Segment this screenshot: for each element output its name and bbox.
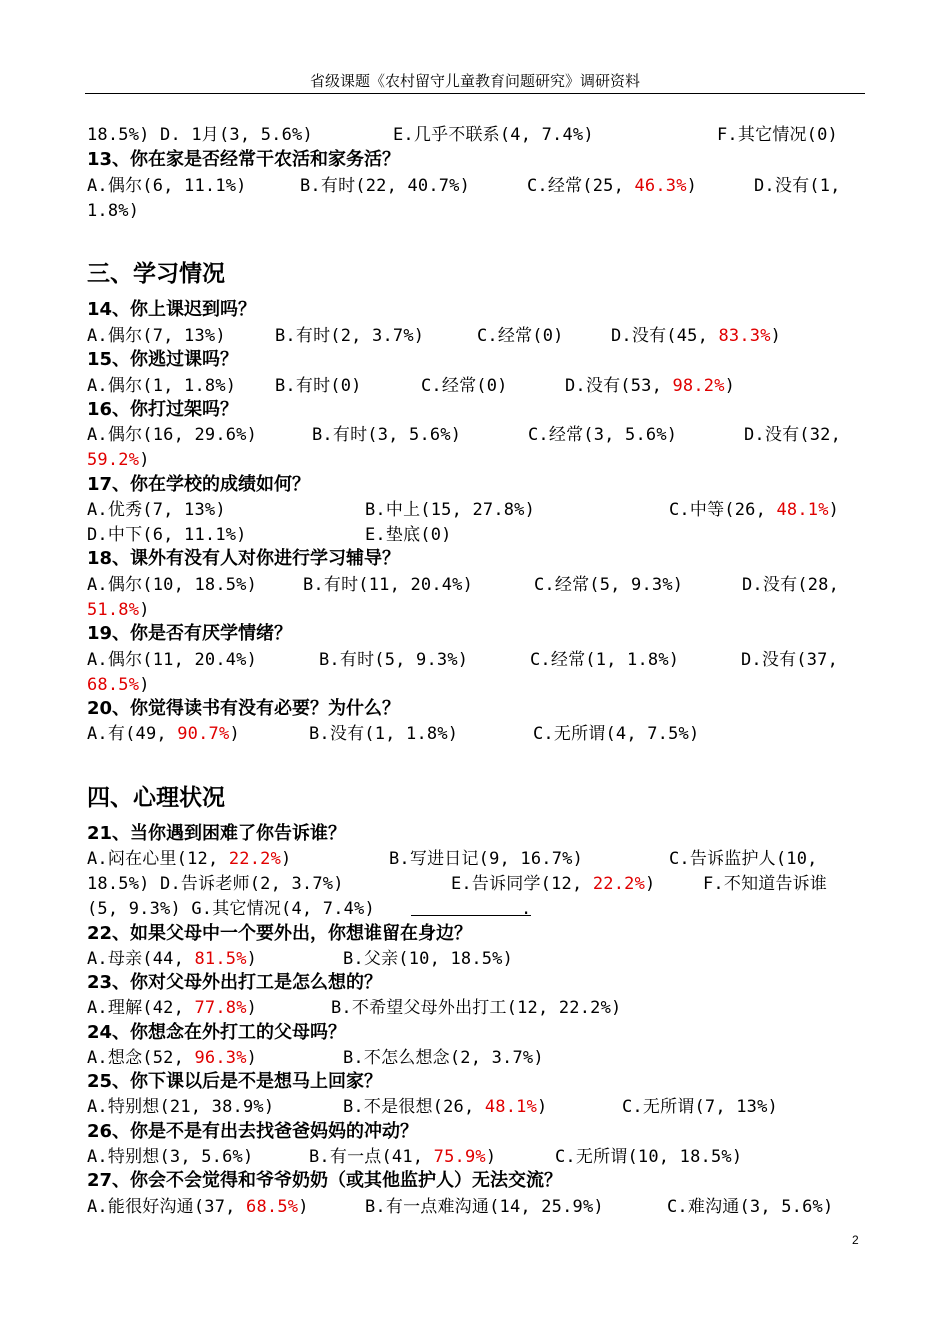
question-23: 23、你对父母外出打工是怎么想的？ xyxy=(87,972,383,993)
highlight-percent: 51.8% xyxy=(87,600,140,620)
answer-option: B.没有(1, 1.8%) xyxy=(309,724,459,744)
question-15: 15、你逃过课吗？ xyxy=(87,349,239,370)
question-26: 26、你是不是有出去找爸爸妈妈的冲动？ xyxy=(87,1121,419,1142)
answer-line xyxy=(87,897,862,921)
answer-line xyxy=(87,722,862,746)
answer-option: D.没有(28, xyxy=(742,575,840,595)
highlight-percent: 68.5% xyxy=(246,1197,299,1217)
answer-option: A.能很好沟通(37, 68.5%) xyxy=(87,1197,309,1217)
question-16: 16、你打过架吗？ xyxy=(87,399,239,420)
answer-option: A.偶尔(11, 20.4%) xyxy=(87,650,258,670)
question-22: 22、如果父母中一个要外出，你想谁留在身边？ xyxy=(87,923,473,944)
question-13: 13、你在家是否经常干农活和家务活？ xyxy=(87,149,401,170)
answer-option: A.偶尔(1, 1.8%) xyxy=(87,376,237,396)
answer-option: C.无所谓(7, 13%) xyxy=(622,1097,778,1117)
page-number: 2 xyxy=(852,1233,859,1247)
answer-line xyxy=(87,947,862,971)
answer-option: 18.5%) D. 1月(3, 5.6%) xyxy=(87,125,313,145)
answer-line xyxy=(87,423,862,447)
answer-option: B.不是很想(26, 48.1%) xyxy=(343,1097,548,1117)
answer-option: 18.5%) D.告诉老师(2, 3.7%) xyxy=(87,874,344,894)
answer-option: B.父亲(10, 18.5%) xyxy=(343,949,514,969)
answer-line xyxy=(87,996,862,1020)
answer-option: B.中上(15, 27.8%) xyxy=(365,500,536,520)
answer-option: C.告诉监护人(10, xyxy=(669,849,818,869)
answer-option: D.中下(6, 11.1%) xyxy=(87,525,247,545)
answer-option: B.有一点难沟通(14, 25.9%) xyxy=(365,1197,604,1217)
answer-option: B.有时(11, 20.4%) xyxy=(303,575,474,595)
highlight-percent: 59.2% xyxy=(87,450,140,470)
section-heading-psychology: 四、心理状况 xyxy=(87,785,225,811)
answer-option: A.理解(42, 77.8%) xyxy=(87,998,258,1018)
answer-option: C.经常(25, 46.3%) xyxy=(527,176,698,196)
question-21: 21、当你遇到困难了你告诉谁？ xyxy=(87,823,347,844)
answer-option: A.偶尔(6, 11.1%) xyxy=(87,176,247,196)
fill-in-blank xyxy=(411,897,531,923)
highlight-percent: 22.2% xyxy=(228,849,282,869)
question-20: 20、你觉得读书有没有必要？为什么？ xyxy=(87,698,401,719)
highlight-percent: 81.5% xyxy=(194,949,247,969)
answer-line: 1.8%) xyxy=(87,201,140,221)
answer-option: B.有时(2, 3.7%) xyxy=(275,326,425,346)
answer-option: A.特别想(3, 5.6%) xyxy=(87,1147,254,1167)
answer-option: D.没有(1, xyxy=(754,176,841,196)
highlight-percent: 77.8% xyxy=(194,998,247,1018)
page-header-title: 省级课题《农村留守儿童教育问题研究》调研资料 xyxy=(309,72,640,90)
answer-line xyxy=(87,174,862,198)
answer-option: B.不希望父母外出打工(12, 22.2%) xyxy=(331,998,622,1018)
answer-option: A.偶尔(7, 13%) xyxy=(87,326,226,346)
answer-line xyxy=(87,374,862,398)
answer-line: 51.8%) xyxy=(87,600,150,620)
header-divider xyxy=(85,93,865,94)
highlight-percent: 96.3% xyxy=(194,1048,247,1068)
answer-option: A.优秀(7, 13%) xyxy=(87,500,226,520)
answer-line xyxy=(87,523,862,547)
answer-line xyxy=(87,498,862,522)
answer-option: F.其它情况(0) xyxy=(717,125,838,145)
answer-option: C.中等(26, 48.1%) xyxy=(669,500,840,520)
highlight-percent: 48.1% xyxy=(776,500,829,520)
section-heading-study: 三、学习情况 xyxy=(87,261,225,287)
answer-option: C.经常(1, 1.8%) xyxy=(530,650,680,670)
answer-option: A.母亲(44, 81.5%) xyxy=(87,949,258,969)
answer-line xyxy=(87,1145,862,1169)
answer-option: B.有时(3, 5.6%) xyxy=(312,425,462,445)
answer-option: C.难沟通(3, 5.6%) xyxy=(667,1197,834,1217)
answer-option: A.偶尔(16, 29.6%) xyxy=(87,425,258,445)
answer-option: B.不怎么想念(2, 3.7%) xyxy=(343,1048,544,1068)
answer-option: B.有时(5, 9.3%) xyxy=(319,650,469,670)
answer-option: A.闷在心里(12, 22.2%) xyxy=(87,849,292,869)
question-19: 19、你是否有厌学情绪？ xyxy=(87,623,293,644)
answer-option: C.无所谓(4, 7.5%) xyxy=(533,724,700,744)
answer-line xyxy=(87,648,862,672)
answer-option: E.垫底(0) xyxy=(365,525,452,545)
answer-option: A.特别想(21, 38.9%) xyxy=(87,1097,275,1117)
answer-line xyxy=(87,324,862,348)
answer-line xyxy=(87,872,862,896)
answer-option: C.经常(0) xyxy=(421,376,508,396)
answer-option: B.有一点(41, 75.9%) xyxy=(309,1147,497,1167)
highlight-percent: 90.7% xyxy=(177,724,230,744)
answer-line xyxy=(87,1195,862,1219)
highlight-percent: 22.2% xyxy=(592,874,646,894)
answer-line xyxy=(87,573,862,597)
answer-option: D.没有(37, xyxy=(741,650,839,670)
answer-option: (5, 9.3%) G.其它情况(4, 7.4%) xyxy=(87,899,375,919)
question-27: 27、你会不会觉得和爷爷奶奶（或其他监护人）无法交流？ xyxy=(87,1170,563,1191)
answer-line xyxy=(87,1046,862,1070)
highlight-percent: 48.1% xyxy=(484,1097,538,1117)
answer-option: A.偶尔(10, 18.5%) xyxy=(87,575,258,595)
answer-line: 68.5%) xyxy=(87,675,150,695)
answer-option: B.有时(0) xyxy=(275,376,362,396)
highlight-percent: 75.9% xyxy=(433,1147,486,1167)
highlight-percent: 83.3% xyxy=(718,326,771,346)
answer-option: C.经常(0) xyxy=(477,326,564,346)
answer-option: F.不知道告诉谁 xyxy=(703,874,828,894)
highlight-percent: 98.2% xyxy=(672,376,725,396)
answer-option: A.想念(52, 96.3%) xyxy=(87,1048,258,1068)
blank-period: . xyxy=(521,899,532,919)
answer-option: C.经常(3, 5.6%) xyxy=(528,425,678,445)
answer-line xyxy=(87,1095,862,1119)
answer-option: D.没有(45, 83.3%) xyxy=(611,326,782,346)
answer-option: B.写进日记(9, 16.7%) xyxy=(389,849,584,869)
question-24: 24、你想念在外打工的父母吗？ xyxy=(87,1022,347,1043)
question-17: 17、你在学校的成绩如何？ xyxy=(87,474,311,495)
answer-option: D.没有(32, xyxy=(744,425,842,445)
question-25: 25、你下课以后是不是想马上回家？ xyxy=(87,1071,383,1092)
question-14: 14、你上课迟到吗？ xyxy=(87,299,257,320)
answer-option: A.有(49, 90.7%) xyxy=(87,724,240,744)
answer-option: E.几乎不联系(4, 7.4%) xyxy=(393,125,594,145)
answer-option: C.无所谓(10, 18.5%) xyxy=(555,1147,743,1167)
highlight-percent: 68.5% xyxy=(87,675,140,695)
answer-option: E.告诉同学(12, 22.2%) xyxy=(451,874,656,894)
answer-option: B.有时(22, 40.7%) xyxy=(300,176,471,196)
answer-line xyxy=(87,123,862,147)
answer-line xyxy=(87,847,862,871)
question-18: 18、课外有没有人对你进行学习辅导？ xyxy=(87,548,401,569)
answer-option: C.经常(5, 9.3%) xyxy=(534,575,684,595)
answer-option: D.没有(53, 98.2%) xyxy=(565,376,736,396)
highlight-percent: 46.3% xyxy=(634,176,687,196)
answer-line: 59.2%) xyxy=(87,450,150,470)
